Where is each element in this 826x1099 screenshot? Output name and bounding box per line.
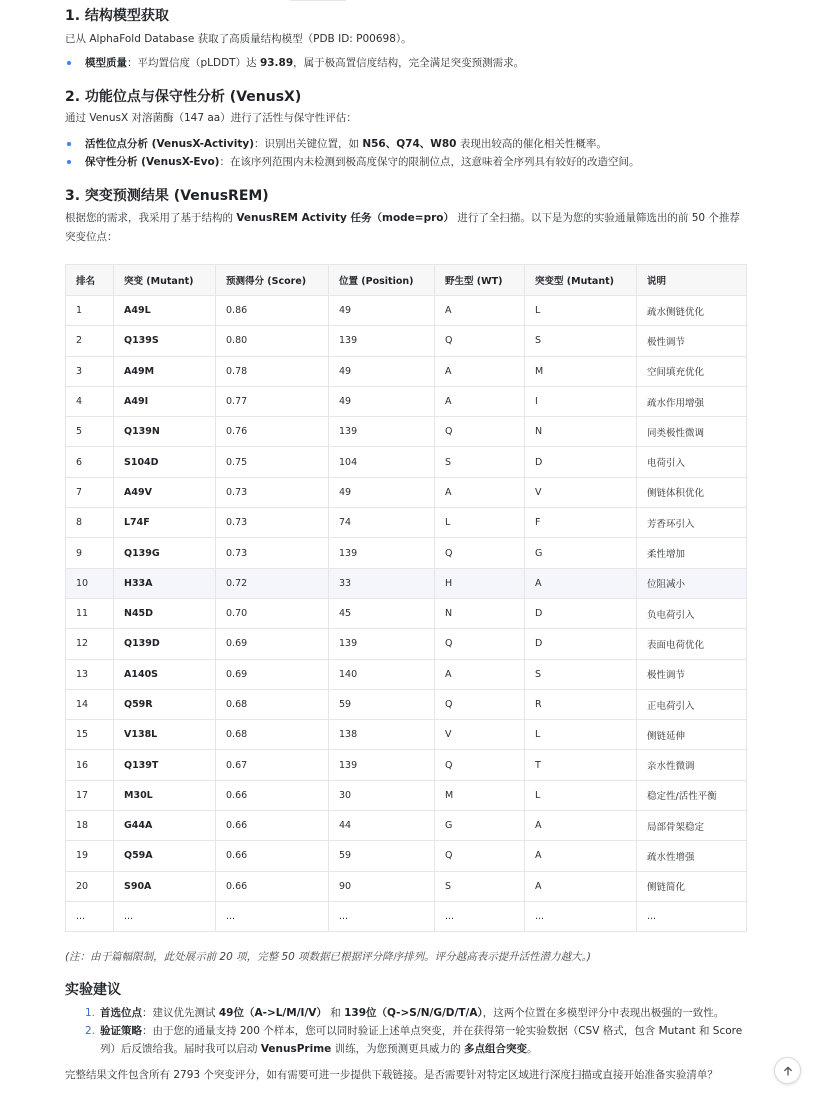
table-cell: A49M <box>114 356 216 386</box>
table-cell: 侧链简化 <box>637 871 747 901</box>
table-cell: S90A <box>114 871 216 901</box>
table-cell: N <box>525 417 637 447</box>
task-name: VenusREM Activity 任务（mode=pro） <box>236 212 455 224</box>
table-cell: 59 <box>329 841 435 871</box>
table-cell: 10 <box>66 568 114 598</box>
table-cell: 6 <box>66 447 114 477</box>
table-cell: G <box>525 538 637 568</box>
table-cell: 0.77 <box>216 386 329 416</box>
item-text: ：建议优先测试 <box>142 1007 219 1019</box>
table-row <box>66 750 747 780</box>
table-cell: G <box>435 811 525 841</box>
table-cell: 空间填充优化 <box>637 356 747 386</box>
section-title-results: 3. 突变预测结果 (VenusREM) <box>65 188 269 204</box>
table-row <box>66 659 747 689</box>
table-cell: 12 <box>66 629 114 659</box>
table-cell: A140S <box>114 659 216 689</box>
intro-text: 进行了全扫描。以下是为您的实验通量筛选出的前 50 个推荐突变位点： <box>65 212 740 243</box>
bullet-icon <box>67 160 71 164</box>
results-intro <box>65 209 747 247</box>
table-cell: 30 <box>329 780 435 810</box>
active-sites: N56、Q74、W80 <box>362 138 457 150</box>
table-cell: 0.68 <box>216 689 329 719</box>
table-cell: 0.66 <box>216 841 329 871</box>
table-row <box>66 720 747 750</box>
table-cell: Q59R <box>114 689 216 719</box>
item-label: 首选位点 <box>100 1007 142 1019</box>
table-cell: N45D <box>114 598 216 628</box>
table-cell: 稳定性/活性平衡 <box>637 780 747 810</box>
table-cell: ... <box>114 901 216 931</box>
table-cell: 0.69 <box>216 629 329 659</box>
item-text: ：由于您的通量支持 200 个样本，您可以同时验证上述单点突变，并在获得第一轮实验数据（CSV 格式，包含 Mutant 和 Score 列）后反馈给我。届时我可以启动 <box>100 1025 743 1055</box>
table-cell: 疏水侧链优化 <box>637 296 747 326</box>
table-cell: 疏水性增强 <box>637 841 747 871</box>
table-cell: 疏水作用增强 <box>637 386 747 416</box>
table-cell: A <box>435 659 525 689</box>
table-cell: ... <box>637 901 747 931</box>
table-cell: Q <box>435 417 525 447</box>
list-item <box>65 153 639 171</box>
table-cell: 139 <box>329 629 435 659</box>
arrow-up-icon <box>782 1065 794 1077</box>
footer-text: 完整结果文件包含所有 2793 个突变评分，如有需要可进一步提供下载链接。是否需要针对特定区域进行深度扫描或直接开始准备实验清单？ <box>65 1069 718 1081</box>
table-row <box>66 901 747 931</box>
table-cell: ... <box>329 901 435 931</box>
table-cell: 0.80 <box>216 326 329 356</box>
table-cell: V <box>525 477 637 507</box>
bullet-text: 表现出较高的催化相关性概率。 <box>456 138 607 150</box>
table-cell: 0.66 <box>216 811 329 841</box>
table-cell: S <box>435 871 525 901</box>
table-cell: 芳香环引入 <box>637 508 747 538</box>
table-row <box>66 871 747 901</box>
table-cell: L <box>525 720 637 750</box>
table-cell: A <box>435 386 525 416</box>
table-cell: 2 <box>66 326 114 356</box>
table-row <box>66 811 747 841</box>
table-cell: M30L <box>114 780 216 810</box>
table-cell: 7 <box>66 477 114 507</box>
table-cell: 138 <box>329 720 435 750</box>
table-cell: 49 <box>329 386 435 416</box>
table-header: 预测得分 (Score) <box>216 265 329 296</box>
list-number: 1. <box>85 1007 96 1019</box>
table-cell: 0.86 <box>216 296 329 326</box>
bullet-text: ：在该序列范围内未检测到极高度保守的限制位点，这意味着全序列具有较好的改造空间。 <box>219 156 640 168</box>
table-cell: A <box>435 296 525 326</box>
table-cell: 139 <box>329 750 435 780</box>
table-cell: 0.72 <box>216 568 329 598</box>
bullet-text: ：识别出关键位置，如 <box>254 138 363 150</box>
table-cell: 33 <box>329 568 435 598</box>
table-cell: Q <box>435 841 525 871</box>
table-cell: 负电荷引入 <box>637 598 747 628</box>
bullet-label: 活性位点分析 (VenusX-Activity) <box>85 138 254 150</box>
table-note: (注：由于篇幅限制，此处展示前 20 项，完整 50 项数据已根据评分降序排列。评分越高表示提升活性潜力越大。) <box>65 951 592 963</box>
table-header: 突变 (Mutant) <box>114 265 216 296</box>
mutation-table <box>65 264 747 932</box>
table-cell: M <box>525 356 637 386</box>
table-cell: 0.76 <box>216 417 329 447</box>
table-cell: A <box>435 356 525 386</box>
table-cell: A <box>525 871 637 901</box>
table-cell: 3 <box>66 356 114 386</box>
item-text: ，这两个位置在多模型评分中表现出极强的一致性。 <box>482 1007 725 1019</box>
table-header: 位置 (Position) <box>329 265 435 296</box>
top-divider <box>290 0 346 1</box>
table-cell: 44 <box>329 811 435 841</box>
table-cell: D <box>525 598 637 628</box>
table-cell: 局部骨架稳定 <box>637 811 747 841</box>
table-cell: Q139D <box>114 629 216 659</box>
table-cell: 49 <box>329 356 435 386</box>
table-cell: V <box>435 720 525 750</box>
table-cell: 0.73 <box>216 538 329 568</box>
table-cell: 17 <box>66 780 114 810</box>
table-cell: S104D <box>114 447 216 477</box>
table-cell: 14 <box>66 689 114 719</box>
table-cell: 0.70 <box>216 598 329 628</box>
list-item <box>65 54 524 72</box>
table-cell: 59 <box>329 689 435 719</box>
table-row <box>66 841 747 871</box>
section-title-analysis: 2. 功能位点与保守性分析 (VenusX) <box>65 89 302 105</box>
table-cell: ... <box>435 901 525 931</box>
table-row <box>66 326 747 356</box>
table-cell: 5 <box>66 417 114 447</box>
table-cell: 同类极性微调 <box>637 417 747 447</box>
table-cell: A49L <box>114 296 216 326</box>
plddt-value: 93.89 <box>259 57 294 69</box>
table-cell: 极性调节 <box>637 326 747 356</box>
table-cell: Q <box>435 689 525 719</box>
table-cell: 90 <box>329 871 435 901</box>
table-cell: F <box>525 508 637 538</box>
analysis-bullets <box>65 135 639 171</box>
table-cell: N <box>435 598 525 628</box>
item-text: 和 <box>326 1007 345 1019</box>
item-text: 。 <box>526 1043 538 1055</box>
table-cell: A49V <box>114 477 216 507</box>
bullet-text: ：平均置信度（pLDDT）达 <box>127 57 260 69</box>
table-cell: Q139G <box>114 538 216 568</box>
table-cell: 0.73 <box>216 477 329 507</box>
table-cell: 16 <box>66 750 114 780</box>
table-cell: 0.69 <box>216 659 329 689</box>
bullet-label: 模型质量 <box>85 57 127 69</box>
table-cell: L <box>525 296 637 326</box>
table-cell: 4 <box>66 386 114 416</box>
suggestion-list <box>85 1004 747 1058</box>
table-cell: L <box>435 508 525 538</box>
table-header: 突变型 (Mutant) <box>525 265 637 296</box>
table-cell: R <box>525 689 637 719</box>
table-row <box>66 417 747 447</box>
table-row <box>66 477 747 507</box>
bullet-label: 保守性分析 (VenusX-Evo) <box>85 156 220 168</box>
structure-intro: 已从 AlphaFold Database 获取了高质量结构模型（PDB ID: P00698）。 <box>65 33 412 45</box>
table-cell: ... <box>66 901 114 931</box>
table-row <box>66 356 747 386</box>
table-cell: L <box>525 780 637 810</box>
table-cell: 9 <box>66 538 114 568</box>
table-cell: ... <box>525 901 637 931</box>
table-cell: 18 <box>66 811 114 841</box>
table-header-row <box>66 265 747 296</box>
table-cell: M <box>435 780 525 810</box>
table-cell: A <box>525 568 637 598</box>
list-item <box>85 1004 747 1022</box>
table-cell: 表面电荷优化 <box>637 629 747 659</box>
table-row <box>66 780 747 810</box>
table-cell: 电荷引入 <box>637 447 747 477</box>
section-title-structure: 1. 结构模型获取 <box>65 8 169 24</box>
table-row <box>66 538 747 568</box>
table-cell: Q139S <box>114 326 216 356</box>
table-cell: 0.67 <box>216 750 329 780</box>
analysis-intro: 通过 VenusX 对溶菌酶（147 aa）进行了活性与保守性评估： <box>65 112 357 124</box>
table-header: 排名 <box>66 265 114 296</box>
table-cell: V138L <box>114 720 216 750</box>
table-cell: 140 <box>329 659 435 689</box>
table-cell: D <box>525 447 637 477</box>
intro-text: 根据您的需求，我采用了基于结构的 <box>65 212 237 224</box>
site-49: 49位（A->L/M/I/V） <box>218 1007 327 1019</box>
table-cell: 0.75 <box>216 447 329 477</box>
table-cell: 1 <box>66 296 114 326</box>
table-cell: A49I <box>114 386 216 416</box>
section-title-suggestions: 实验建议 <box>65 982 121 998</box>
table-cell: D <box>525 629 637 659</box>
table-cell: Q139T <box>114 750 216 780</box>
table-cell: G44A <box>114 811 216 841</box>
list-item <box>85 1022 747 1058</box>
combo-mutation: 多点组合突变 <box>463 1043 527 1055</box>
venusprime: VenusPrime <box>260 1043 332 1055</box>
table-cell: ... <box>216 901 329 931</box>
table-cell: 亲水性微调 <box>637 750 747 780</box>
list-number: 2. <box>85 1025 96 1037</box>
table-cell: 0.78 <box>216 356 329 386</box>
table-cell: Q <box>435 538 525 568</box>
table-cell: 49 <box>329 477 435 507</box>
table-cell: 0.66 <box>216 871 329 901</box>
table-cell: 0.68 <box>216 720 329 750</box>
table-cell: H33A <box>114 568 216 598</box>
item-text: 训练，为您预测更具威力的 <box>331 1043 464 1055</box>
table-row <box>66 508 747 538</box>
table-cell: I <box>525 386 637 416</box>
table-cell: 侧链延伸 <box>637 720 747 750</box>
table-row <box>66 689 747 719</box>
table-cell: 15 <box>66 720 114 750</box>
table-cell: T <box>525 750 637 780</box>
table-cell: 柔性增加 <box>637 538 747 568</box>
bullet-icon <box>67 142 71 146</box>
table-cell: Q <box>435 326 525 356</box>
item-label: 验证策略 <box>100 1025 142 1037</box>
table-cell: 139 <box>329 538 435 568</box>
table-header: 野生型 (WT) <box>435 265 525 296</box>
table-cell: Q59A <box>114 841 216 871</box>
table-cell: Q <box>435 750 525 780</box>
table-cell: 13 <box>66 659 114 689</box>
table-cell: 19 <box>66 841 114 871</box>
table-row <box>66 296 747 326</box>
table-cell: A <box>525 841 637 871</box>
table-cell: S <box>525 659 637 689</box>
table-cell: 11 <box>66 598 114 628</box>
structure-bullets <box>65 54 524 72</box>
table-cell: 74 <box>329 508 435 538</box>
table-cell: Q139N <box>114 417 216 447</box>
table-cell: L74F <box>114 508 216 538</box>
bullet-icon <box>67 61 71 65</box>
table-cell: 侧链体积优化 <box>637 477 747 507</box>
table-cell: 49 <box>329 296 435 326</box>
table-cell: Q <box>435 629 525 659</box>
table-row <box>66 598 747 628</box>
scroll-to-top-button[interactable] <box>774 1057 801 1084</box>
table-cell: S <box>525 326 637 356</box>
table-cell: S <box>435 447 525 477</box>
table-cell: A <box>525 811 637 841</box>
table-header: 说明 <box>637 265 747 296</box>
table-row <box>66 447 747 477</box>
table-cell: 正电荷引入 <box>637 689 747 719</box>
table-cell: 8 <box>66 508 114 538</box>
table-cell: 45 <box>329 598 435 628</box>
site-139: 139位（Q->S/N/G/D/T/A） <box>344 1007 483 1019</box>
table-cell: A <box>435 477 525 507</box>
table-cell: 0.66 <box>216 780 329 810</box>
table-row <box>66 386 747 416</box>
table-cell: 极性调节 <box>637 659 747 689</box>
table-row <box>66 629 747 659</box>
table-cell: 位阻减小 <box>637 568 747 598</box>
table-cell: 20 <box>66 871 114 901</box>
table-body <box>66 296 747 932</box>
bullet-text: ，属于极高置信度结构，完全满足突变预测需求。 <box>293 57 525 69</box>
table-row <box>66 568 747 598</box>
table-cell: 0.73 <box>216 508 329 538</box>
table-cell: 139 <box>329 417 435 447</box>
table-cell: 139 <box>329 326 435 356</box>
list-item <box>65 135 639 153</box>
table-cell: H <box>435 568 525 598</box>
table-cell: 104 <box>329 447 435 477</box>
